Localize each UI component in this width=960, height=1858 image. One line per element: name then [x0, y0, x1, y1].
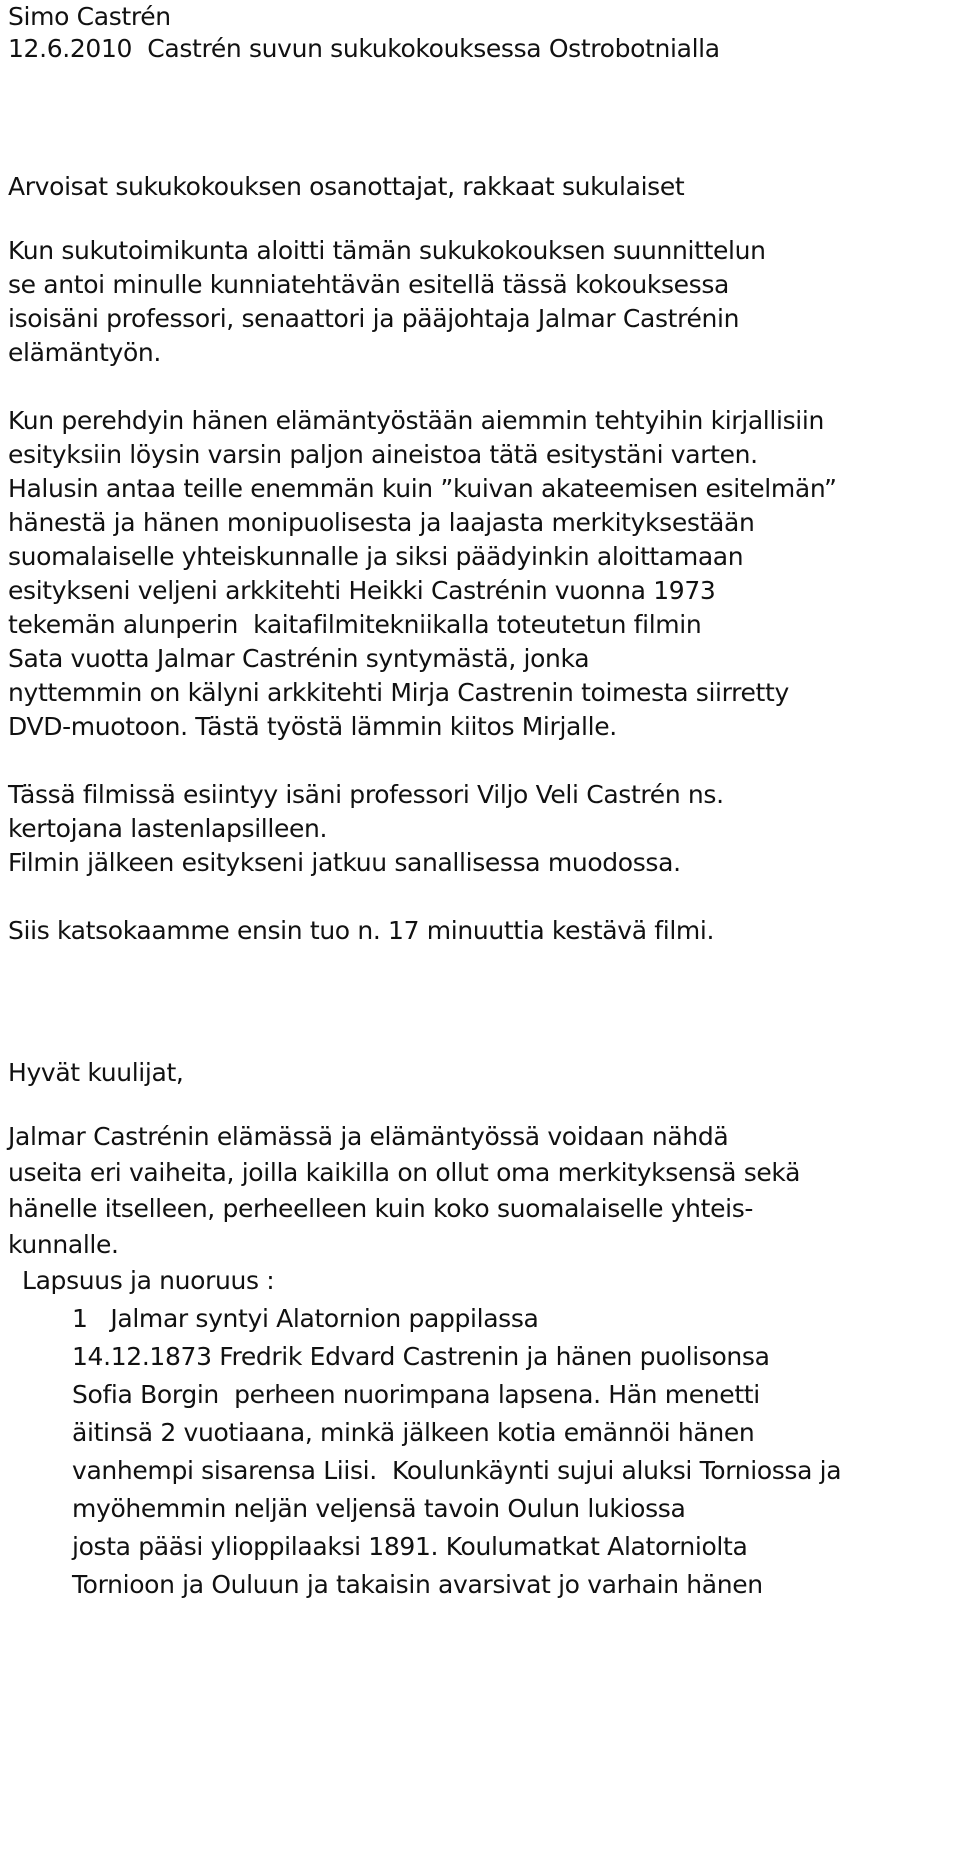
paragraph-line: DVD-muotoon. Tästä työstä lämmin kiitos Mirjalle.: [8, 712, 617, 741]
list-item-line: josta pääsi ylioppilaaksi 1891. Koulumatkat Alatorniolta: [72, 1532, 748, 1561]
list-item-line: äitinsä 2 vuotiaana, minkä jälkeen kotia emännöi hänen: [72, 1418, 755, 1447]
greeting-line: Hyvät kuulijat,: [8, 1058, 184, 1087]
paragraph-line: kertojana lastenlapsilleen.: [8, 814, 328, 843]
paragraph-line: hänelle itselleen, perheelleen kuin koko suomalaiselle yhteis-: [8, 1194, 754, 1223]
paragraph-line: tekemän alunperin kaitafilmitekniikalla toteutetun filmin: [8, 610, 702, 639]
list-item-line: Sofia Borgin perheen nuorimpana lapsena. Hän menetti: [72, 1380, 760, 1409]
paragraph-line: hänestä ja hänen monipuolisesta ja laajasta merkityksestään: [8, 508, 755, 537]
paragraph-line: Sata vuotta Jalmar Castrénin syntymästä, jonka: [8, 644, 590, 673]
list-item-line: 1 Jalmar syntyi Alatornion pappilassa: [72, 1304, 539, 1333]
paragraph-line: Jalmar Castrénin elämässä ja elämäntyössä voidaan nähdä: [8, 1122, 729, 1151]
paragraph-line: Kun perehdyin hänen elämäntyöstään aiemmin tehtyihin kirjallisiin: [8, 406, 824, 435]
greeting-line: Arvoisat sukukokouksen osanottajat, rakkaat sukulaiset: [8, 172, 685, 201]
paragraph-line: Tässä filmissä esiintyy isäni professori Viljo Veli Castrén ns.: [8, 780, 724, 809]
paragraph-line: isoisäni professori, senaattori ja pääjohtaja Jalmar Castrénin: [8, 304, 740, 333]
paragraph-line: Filmin jälkeen esitykseni jatkuu sanallisessa muodossa.: [8, 848, 681, 877]
paragraph-line: Halusin antaa teille enemmän kuin ”kuivan akateemisen esitelmän”: [8, 474, 837, 503]
paragraph-line: suomalaiselle yhteiskunnalle ja siksi päädyinkin aloittamaan: [8, 542, 744, 571]
list-item-line: vanhempi sisarensa Liisi. Koulunkäynti sujui aluksi Torniossa ja: [72, 1456, 842, 1485]
list-item-line: 14.12.1873 Fredrik Edvard Castrenin ja hänen puolisonsa: [72, 1342, 770, 1371]
list-item-line: myöhemmin neljän veljensä tavoin Oulun lukiossa: [72, 1494, 686, 1523]
author-name: Simo Castrén: [8, 2, 171, 31]
paragraph-line: elämäntyön.: [8, 338, 161, 367]
paragraph-line: nyttemmin on kälyni arkkitehti Mirja Castrenin toimesta siirretty: [8, 678, 789, 707]
section-heading: Lapsuus ja nuoruus :: [22, 1266, 275, 1295]
paragraph-line: esityksiin löysin varsin paljon aineistoa tätä esitystäni varten.: [8, 440, 758, 469]
paragraph-line: esitykseni veljeni arkkitehti Heikki Castrénin vuonna 1973: [8, 576, 716, 605]
list-item-line: Tornioon ja Ouluun ja takaisin avarsivat jo varhain hänen: [72, 1570, 763, 1599]
date-event-line: 12.6.2010 Castrén suvun sukukokouksessa Ostrobotnialla: [8, 34, 720, 63]
paragraph-line: useita eri vaiheita, joilla kaikilla on ollut oma merkityksensä sekä: [8, 1158, 801, 1187]
paragraph-line: Siis katsokaamme ensin tuo n. 17 minuuttia kestävä filmi.: [8, 916, 715, 945]
paragraph-line: kunnalle.: [8, 1230, 119, 1259]
paragraph-line: Kun sukutoimikunta aloitti tämän sukukokouksen suunnittelun: [8, 236, 766, 265]
paragraph-line: se antoi minulle kunniatehtävän esitellä tässä kokouksessa: [8, 270, 729, 299]
